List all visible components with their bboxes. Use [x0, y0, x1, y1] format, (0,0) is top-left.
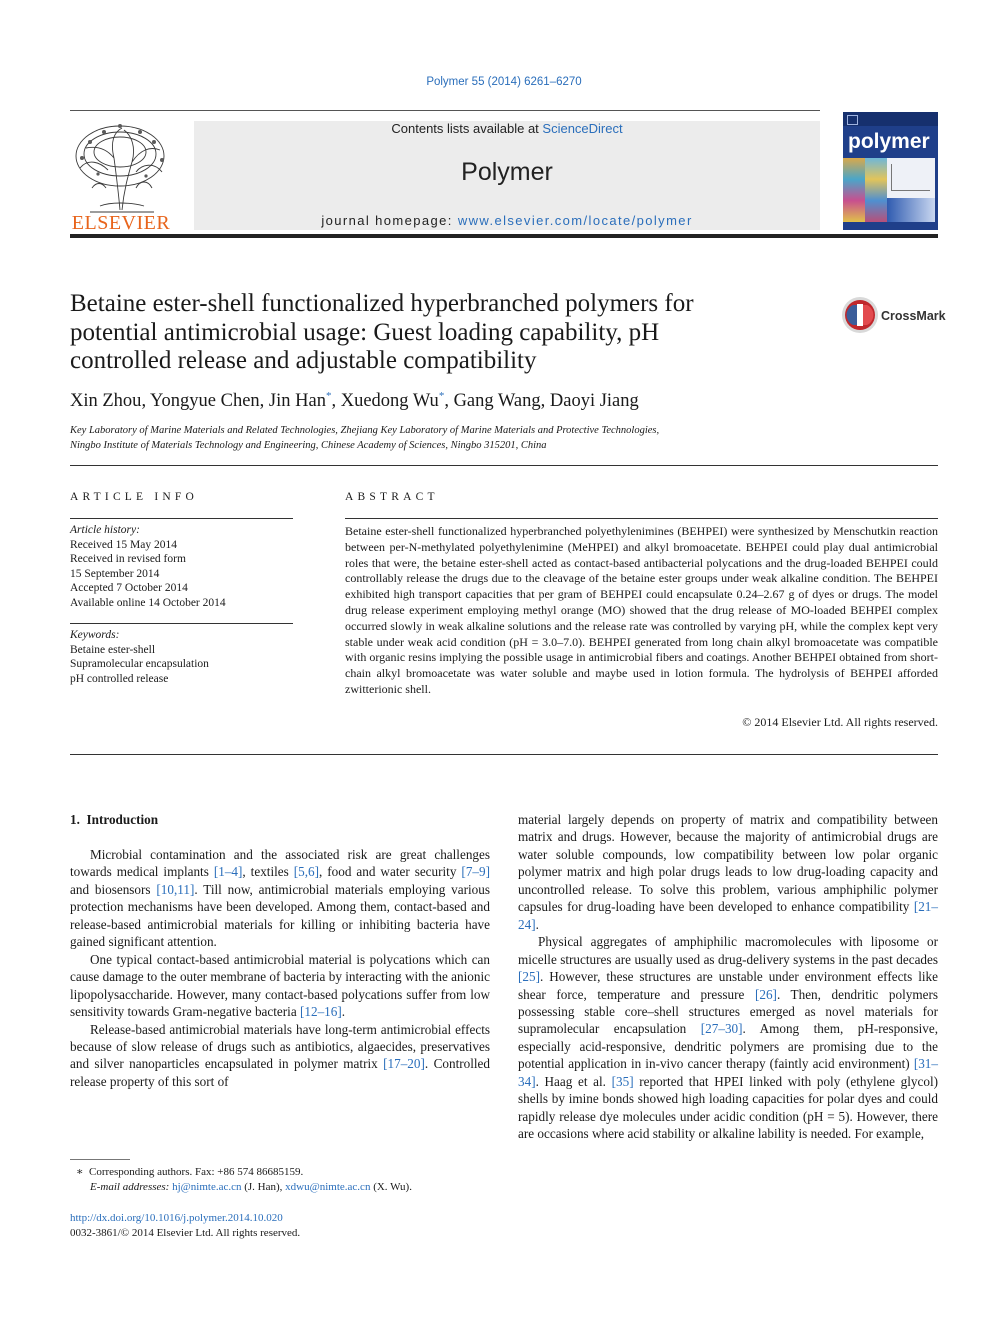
author-name[interactable]: Xin Zhou: [70, 391, 142, 412]
corresponding-footnote: ∗ Corresponding authors. Fax: +86 574 86685159.: [76, 1166, 304, 1178]
keyword: pH controlled release: [70, 672, 169, 685]
citation-link[interactable]: [26]: [754, 986, 777, 1002]
article-info-heading: ARTICLE INFO: [70, 491, 198, 503]
abstract-text: Betaine ester-shell functionalized hyperbranched polyethylenimines (BEHPEI) were synthesized by Menschutkin reaction between per-N-methylated polyethylenimine (MeHPEI) and alkyl bromoacetate. BEHPEI could play dual antimicrobial roles that were, the betaine ester-shell acted as contact-based antibacterial polycations and the drug-loaded BEHPEI could controllably release the drugs due to the cleavage of the betaine ester groups under weak alkaline condition. The BEHPEI exhibited high transport capacities that per gram of BEHPEI could encapsulate 0.24–2.67 g of dyes or drugs. The model drug release experiment employing methyl orange (MO) showed that the drug release of MO-loaded BEHPEI complex occurred slowly in weak alkaline solutions and the release rate was controlled by varying pH, while the complex kept very stable under weak acid condition (pH = 3.0–7.0). BEHPEI generated from long chain alkyl bromoacetate was compatible with organic resins implying the possible usage in antimicrobial fibers and coatings. Another BEHPEI obtained from short-chain alkyl bromoacetate was water soluble and maybe used in lotion formula. The hydrolysis of BEHPEI afforded zwitterionic shell.: [345, 524, 938, 696]
citation-link[interactable]: [7–9]: [461, 864, 490, 880]
footnote: [70, 1165, 490, 1195]
elsevier-wordmark[interactable]: ELSEVIER: [71, 212, 171, 234]
affiliation-line: Key Laboratory of Marine Materials and Related Technologies, Zhejiang Key Laboratory of Marine Materials and Protective Technologies,: [70, 425, 660, 436]
email-label: E-mail addresses:: [90, 1181, 173, 1193]
abstract-copyright: © 2014 Elsevier Ltd. All rights reserved.: [742, 715, 938, 729]
sciencedirect-link[interactable]: ScienceDirect: [542, 121, 623, 136]
abstract-divider: [70, 754, 938, 755]
email-link[interactable]: hj@nimte.ac.cn: [172, 1181, 242, 1193]
text-run: . Controlled release property of this sort of: [70, 1056, 490, 1089]
crossmark-icon[interactable]: [841, 296, 879, 334]
corresponding-mark[interactable]: *: [325, 390, 332, 402]
citation-link[interactable]: [1–4]: [213, 864, 243, 880]
body-column-left: [70, 846, 490, 1090]
text-run: Release-based antimicrobial materials have long-term antimicrobial effects because of slow release of drugs such as antibiotics, algaecides, preservatives and silver nanoparticles encapsulated in polymer matrix: [70, 1021, 490, 1072]
author-list: [70, 390, 639, 412]
author-separator: ,: [444, 391, 454, 412]
text-run: material largely depends on property of matrix and compatibility between matrix and drugs. However, because the majority of antimicrobial drugs are water soluble compounds, low compatibility between low polar organic polymer matrix and high polar drugs leads to low drug-loading capacity and uncontrolled release. To solve this problem, various amphiphilic polymer capsules for drug-loading have been developed to enhance compatibility: [518, 812, 938, 915]
body-column-right: [518, 811, 938, 1143]
author-name[interactable]: Xuedong Wu: [340, 391, 439, 412]
doi-block: [70, 1211, 300, 1241]
text-run: .: [535, 916, 539, 932]
section-heading-introduction: 1. Introduction: [70, 812, 159, 827]
history-item: Accepted 7 October 2014: [70, 582, 188, 595]
citation-link[interactable]: [12–16]: [299, 1004, 342, 1020]
keyword: Betaine ester-shell: [70, 643, 156, 656]
text-run: reported that HPEI linked with poly (ethylene glycol) shells by imine bonds showed high loading capacities for polar dyes and could rapidly release dye molecules under acidic condition (pH = 5). However, there are occasions where acid stability or alkaline lability is needed. For example,: [518, 1073, 938, 1142]
author-separator: ,: [540, 391, 550, 412]
text-run: and biosensors: [70, 881, 157, 897]
history-item: Available online 14 October 2014: [70, 596, 226, 609]
text-run: One typical contact-based antimicrobial material is polycations which can cause damage to the outer membrane of bacteria by interacting with the anionic lipopolysaccharide. However, many contact-based polycations suffer from low sensitivity towards Gram-negative bacteria: [70, 951, 490, 1020]
text-run: . Among them, pH-responsive, especially acid-responsive, dendritic polymers are promising due to the potential application in in-vivo cancer therapy (faintly acid environment): [518, 1021, 938, 1072]
homepage-link[interactable]: www.elsevier.com/locate/polymer: [457, 213, 693, 228]
email-owner: (J. Han),: [241, 1181, 286, 1193]
paragraph: [70, 951, 490, 1021]
header-rule: [70, 110, 820, 111]
paragraph: [70, 1021, 490, 1091]
history-label: Article history:: [70, 524, 140, 536]
text-run: Microbial contamination and the associated risk are great challenges towards medical implants: [70, 847, 490, 880]
paragraph: [518, 811, 938, 933]
crossmark-label[interactable]: CrossMark: [881, 309, 946, 323]
author-name[interactable]: Gang Wang: [453, 391, 541, 412]
journal-citation[interactable]: Polymer 55 (2014) 6261–6270: [426, 76, 582, 88]
title-divider: [70, 465, 938, 466]
header-thick-rule: [70, 234, 938, 238]
email-link[interactable]: xdwu@nimte.ac.cn: [285, 1181, 371, 1193]
text-run: . Then, dendritic polymers possessing stable core–shell structures emerged as novel materials for supramolecular encapsulation: [518, 986, 939, 1037]
doi-link[interactable]: http://dx.doi.org/10.1016/j.polymer.2014.10.020: [70, 1212, 283, 1224]
citation-link[interactable]: [10,11]: [156, 881, 195, 897]
issn-copyright: 0032-3861/© 2014 Elsevier Ltd. All rights reserved.: [70, 1227, 301, 1239]
homepage-prefix: journal homepage:: [321, 213, 458, 228]
text-run: . Till now, antimicrobial materials employing various protection mechanisms have been developed. Among them, contact-based and release-based antimicrobial materials for killing or inhibiting bacteria have gained significant attention.: [70, 881, 490, 950]
citation-link[interactable]: [31–34]: [518, 1056, 938, 1089]
history-item: Received in revised form: [70, 553, 186, 566]
paragraph: [518, 933, 938, 1142]
citation-link[interactable]: [27–30]: [700, 1021, 743, 1037]
journal-name: Polymer: [461, 158, 553, 186]
author-name[interactable]: Yongyue Chen: [150, 391, 260, 412]
author-name[interactable]: Jin Han: [268, 391, 326, 412]
paragraph: [70, 846, 490, 951]
abstract-heading: ABSTRACT: [345, 491, 439, 503]
citation-link[interactable]: [17–20]: [383, 1056, 425, 1072]
contents-prefix: Contents lists available at: [391, 121, 543, 136]
history-item: Received 15 May 2014: [70, 538, 177, 551]
footnote-rule: [70, 1159, 130, 1160]
author-separator: ,: [259, 391, 269, 412]
homepage-line: [194, 213, 820, 228]
citation-link[interactable]: [21–24]: [518, 899, 938, 932]
author-name[interactable]: Daoyi Jiang: [549, 391, 639, 412]
text-run: , textiles: [242, 864, 294, 880]
citation-link[interactable]: [35]: [611, 1073, 634, 1089]
journal-cover-image[interactable]: [843, 112, 938, 230]
corresponding-mark[interactable]: *: [438, 390, 445, 402]
text-run: .: [341, 1004, 346, 1020]
keywords: [70, 628, 293, 686]
history-item: 15 September 2014: [70, 567, 160, 580]
abstract-rule: [345, 518, 938, 519]
affiliation: [70, 423, 830, 453]
contents-line: [194, 121, 820, 136]
text-run: Physical aggregates of amphiphilic macromolecules with liposome or micelle structures are usually used as drug-delivery systems in the past decades: [518, 934, 938, 967]
keywords-rule: [70, 623, 293, 624]
article-title: Betaine ester-shell functionalized hyperbranched polymers for potential antimicrobial usage: Guest loading capability, pH controlled release and adjustable compatibility: [70, 290, 694, 374]
text-run: , food and water security: [319, 864, 462, 880]
email-owner: (X. Wu).: [370, 1181, 412, 1193]
keyword: Supramolecular encapsulation: [70, 658, 209, 671]
cover-title: polymer: [848, 130, 930, 153]
email-footnote: [70, 1180, 490, 1195]
text-run: . However, these structures are unstable under environment effects like shear force, temperature and pressure: [518, 969, 938, 1002]
article-info-rule: [70, 518, 293, 519]
author-separator: ,: [141, 391, 151, 412]
article-history: [70, 523, 293, 611]
citation-link[interactable]: [5,6]: [293, 864, 320, 880]
citation-link[interactable]: [25]: [518, 969, 540, 985]
text-run: . Haag et al.: [535, 1073, 612, 1089]
affiliation-line: Ningbo Institute of Materials Technology and Engineering, Chinese Academy of Sciences, Ningbo 315201, China: [70, 440, 547, 451]
keywords-label: Keywords:: [70, 629, 120, 641]
author-separator: ,: [331, 391, 341, 412]
